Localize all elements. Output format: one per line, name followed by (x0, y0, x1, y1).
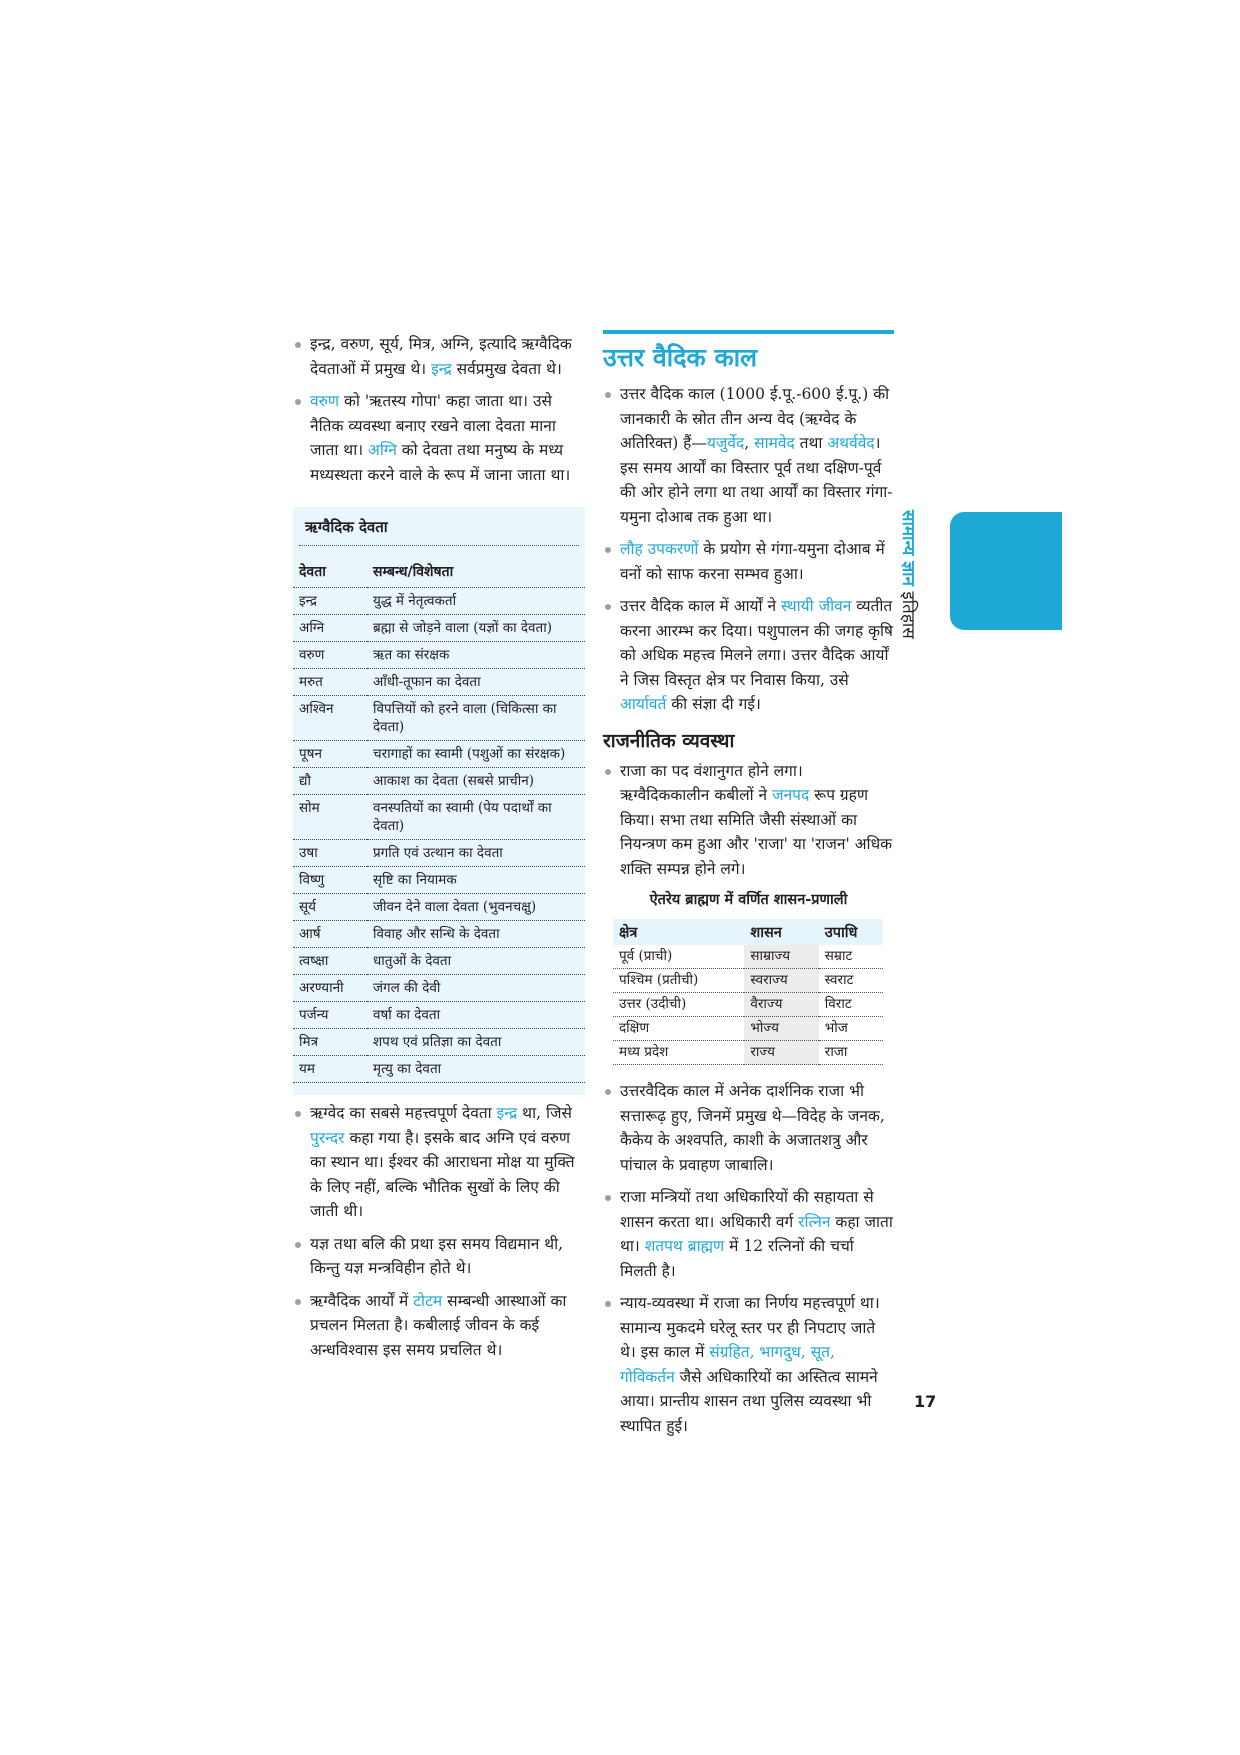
later-vedic-bullet-list (603, 382, 894, 717)
deity-attribute-cell: विपत्तियों को हरने वाला (चिकित्सा का देवता) (367, 696, 585, 741)
table-row (293, 840, 585, 867)
deity-attribute-cell: वनस्पतियों का स्वामी (पेय पदार्थों का देवता) (367, 795, 585, 840)
table-row (613, 1017, 883, 1041)
bullet-item (603, 1185, 894, 1283)
deity-name-cell: अश्विन (293, 696, 367, 741)
page-number: 17 (914, 1392, 937, 1411)
deity-name-cell: सूर्य (293, 894, 367, 921)
bullet-text: उत्तर वैदिक काल (1000 ई.पू.-600 ई.पू.) की जानकारी के स्रोत तीन अन्य वेद (ऋग्वेद के अतिरिक्त) हैं— (620, 385, 890, 452)
bullet-text: तथा (794, 434, 828, 452)
table-row (293, 669, 585, 696)
bullet-text: में 12 रत्निनों की चर्चा मिलती है। (620, 1237, 854, 1280)
deity-attribute-cell: विवाह और सन्धि के देवता (367, 921, 585, 948)
deity-attribute-cell: आकाश का देवता (सबसे प्राचीन) (367, 768, 585, 795)
bullet-text: कहा गया है। इसके बाद अग्नि एवं वरुण का स्थान था। ईश्वर की आराधना मोक्ष या मुक्ति के लिए नहीं, बल्कि भौतिक सुखों के लिए की जाती थी। (310, 1128, 575, 1220)
gov-region-cell: पूर्व (प्राची) (613, 945, 744, 969)
table-row (613, 993, 883, 1017)
deity-header-attribute: सम्बन्ध/विशेषता (367, 558, 585, 588)
deity-name-cell: पर्जन्य (293, 1002, 367, 1029)
table-row (293, 1029, 585, 1056)
table-row (293, 696, 585, 741)
deity-attribute-cell: शपथ एवं प्रतिज्ञा का देवता (367, 1029, 585, 1056)
deity-name-cell: पूषन (293, 741, 367, 768)
bullet-item (603, 1291, 894, 1438)
bullet-text: राजा मन्त्रियों तथा अधिकारियों की सहायता से शासन करता था। अधिकारी वर्ग (620, 1188, 874, 1231)
deity-name-cell: त्वष्क्षा (293, 948, 367, 975)
deity-attribute-cell: आँधी-तूफान का देवता (367, 669, 585, 696)
deity-name-cell: आर्ष (293, 921, 367, 948)
highlighted-term: रत्निन (798, 1212, 831, 1231)
deity-name-cell: वरुण (293, 642, 367, 669)
highlighted-term: आर्यावर्त (620, 695, 667, 713)
bullet-text: जैसे अधिकारियों का अस्तित्व सामने आया। प्रान्तीय शासन तथा पुलिस व्यवस्था भी स्थापित हुई। (620, 1367, 878, 1435)
table-row (293, 867, 585, 894)
gov-title-cell: विराट (819, 993, 883, 1017)
deity-name-cell: मरुत (293, 669, 367, 696)
deity-name-cell: उषा (293, 840, 367, 867)
bullet-text: उत्तरवैदिक काल में अनेक दार्शनिक राजा भी सत्तारूढ़ हुए, जिनमें प्रमुख थे—विदेह के जनक, कैकेय के अश्वपति, काशी के अजातशत्रु और पांचाल के प्रवाहण जाबालि। (620, 1082, 885, 1174)
gov-rule-cell: भोज्य (744, 1017, 818, 1041)
governance-table-block (603, 889, 894, 1065)
deity-name-cell: विष्णु (293, 867, 367, 894)
deity-attribute-cell: धातुओं के देवता (367, 948, 585, 975)
highlighted-term: शतपथ ब्राह्मण (644, 1237, 725, 1255)
table-row (293, 768, 585, 795)
deity-attribute-cell: ब्रह्मा से जोड़ने वाला (यज्ञों का देवता) (367, 615, 585, 642)
bullet-text: । इस समय आर्यों का विस्तार पूर्व तथा दक्षिण-पूर्व की ओर होने लगा था तथा आर्यों का विस्तार गंगा-यमुना दोआब तक हुआ था। (620, 434, 893, 526)
bullet-text: की संज्ञा दी गई। (666, 695, 761, 713)
gov-region-cell: दक्षिण (613, 1017, 744, 1041)
deity-header-name: देवता (293, 558, 367, 588)
deity-name-cell: मित्र (293, 1029, 367, 1056)
bullet-text: ऋग्वैदिक आर्यों में (310, 1291, 414, 1310)
highlighted-term: इन्द्र (496, 1104, 518, 1122)
highlighted-term: वरुण (310, 392, 340, 410)
deity-name-cell: अरण्यानी (293, 975, 367, 1002)
governance-table-caption: ऐतरेय ब्राह्मण में वर्णित शासन-प्रणाली (649, 891, 848, 908)
highlighted-term: सामवेद (754, 434, 795, 452)
deity-attribute-cell: वर्षा का देवता (367, 1002, 585, 1029)
left-column (293, 332, 585, 1370)
table-row (293, 975, 585, 1002)
table-row (293, 795, 585, 840)
deity-table (293, 558, 585, 1083)
highlighted-term: संग्रहित, भागदुध, सूत, गोविकर्तन (620, 1343, 835, 1386)
bullet-text: उत्तर वैदिक काल में आर्यों ने (620, 597, 782, 615)
deity-name-cell: अग्नि (293, 615, 367, 642)
bullet-text: राजा का पद वंशानुगत होने लगा। ऋग्वैदिककालीन कबीलों ने (620, 761, 803, 804)
chapter-tab-marker (950, 512, 1062, 630)
side-subject-label (897, 510, 927, 638)
gov-region-cell: उत्तर (उदीची) (613, 993, 744, 1017)
deity-box-title: ऋग्वैदिक देवता (299, 517, 579, 546)
deity-attribute-cell: ऋत का संरक्षक (367, 642, 585, 669)
section-title: उत्तर वैदिक काल (603, 343, 758, 372)
side-label-history: इतिहास (898, 591, 918, 639)
bullet-item (603, 1079, 894, 1177)
bullet-text: सम्बन्धी आस्थाओं का प्रचलन मिलता है। कबीलाई जीवन के कई अन्धविश्वास इस समय प्रचलित थे। (310, 1291, 567, 1359)
bullet-item (603, 537, 894, 586)
table-row (293, 615, 585, 642)
bullet-item (603, 594, 894, 717)
deity-attribute-cell: मृत्यु का देवता (367, 1056, 585, 1083)
bullet-text: को 'ऋतस्य गोपा' कहा जाता था। उसे नैतिक व्यवस्था बनाए रखने वाला देवता माना जाता था। (310, 392, 556, 459)
political-system-heading: राजनीतिक व्यवस्था (603, 729, 735, 752)
gov-title-cell: भोज (819, 1017, 883, 1041)
table-row (293, 642, 585, 669)
highlighted-term: पुरन्दर (310, 1128, 345, 1147)
highlighted-term: जनपद (772, 786, 810, 804)
deity-attribute-cell: जीवन देने वाला देवता (भुवनचक्षु) (367, 894, 585, 921)
deity-table-header (293, 558, 585, 588)
table-row (293, 1002, 585, 1029)
gov-header-rule: शासन (744, 919, 818, 945)
table-row (293, 1056, 585, 1083)
bullet-text: के प्रयोग से गंगा-यमुना दोआब में वनों को साफ करना सम्भव हुआ। (620, 540, 885, 583)
bullet-item (293, 1289, 585, 1363)
deity-attribute-cell: प्रगति एवं उत्थान का देवता (367, 840, 585, 867)
section-top-rule (603, 330, 894, 334)
highlighted-term: इन्द्र (431, 359, 452, 378)
highlighted-term: यजुर्वेद (706, 434, 745, 452)
intro-bullet-list (293, 332, 585, 487)
bullet-item (603, 759, 894, 882)
gov-title-cell: स्वराट (819, 969, 883, 993)
deity-attribute-cell: चरागाहों का स्वामी (पशुओं का संरक्षक) (367, 741, 585, 768)
deity-attribute-cell: सृष्टि का नियामक (367, 867, 585, 894)
highlighted-term: अग्नि (368, 441, 397, 459)
bullet-text: था, जिसे (517, 1104, 572, 1122)
bullet-item (293, 332, 585, 381)
highlighted-term: लौह उपकरणों (620, 540, 699, 558)
table-row (613, 945, 883, 969)
deity-name-cell: यम (293, 1056, 367, 1083)
bullet-item (293, 1101, 585, 1224)
table-row (613, 1041, 883, 1065)
gov-header-title: उपाधि (819, 919, 883, 945)
bullet-text: को देवता तथा मनुष्य के मध्य मध्यस्थता करने वाले के रूप में जाना जाता था। (310, 441, 571, 484)
deity-name-cell: द्यौ (293, 768, 367, 795)
bullet-text: न्याय-व्यवस्था में राजा का निर्णय महत्त्वपूर्ण था। सामान्य मुकदमे घरेलू स्तर पर ही निपटाए जाते थे। इस काल में (620, 1294, 880, 1361)
rigvedic-deity-box (293, 507, 585, 1095)
bullet-text: सर्वप्रमुख देवता थे। (451, 359, 562, 378)
administration-bullet-list (603, 1079, 894, 1438)
gov-region-cell: मध्य प्रदेश (613, 1041, 744, 1065)
highlighted-term: अथर्ववेद (827, 434, 875, 452)
highlighted-term: स्थायी जीवन (781, 597, 852, 615)
bullet-item (293, 1232, 585, 1281)
deity-notes-bullet-list (293, 1101, 585, 1362)
deity-name-cell: इन्द्र (293, 588, 367, 615)
highlighted-term: टोटम (413, 1291, 443, 1310)
deity-attribute-cell: जंगल की देवी (367, 975, 585, 1002)
table-row (293, 948, 585, 975)
deity-name-cell: सोम (293, 795, 367, 840)
bullet-text: यज्ञ तथा बलि की प्रथा इस समय विद्यमान थी, किन्तु यज्ञ मन्त्रविहीन होते थे। (310, 1234, 564, 1277)
bullet-text: कहा जाता था। (620, 1212, 893, 1255)
bullet-text: , (744, 434, 755, 452)
table-row (293, 588, 585, 615)
table-row (293, 741, 585, 768)
right-column (603, 330, 894, 1446)
gov-title-cell: राजा (819, 1041, 883, 1065)
bullet-text: इन्द्र, वरुण, सूर्य, मित्र, अग्नि, इत्यादि ऋग्वैदिक देवताओं में प्रमुख थे। (310, 335, 572, 378)
political-bullet-list (603, 759, 894, 882)
gov-rule-cell: स्वराज्य (744, 969, 818, 993)
bullet-text: ऋग्वेद का सबसे महत्त्वपूर्ण देवता (310, 1104, 497, 1122)
table-row (293, 894, 585, 921)
gov-rule-cell: राज्य (744, 1041, 818, 1065)
gov-rule-cell: वैराज्य (744, 993, 818, 1017)
gov-rule-cell: साम्राज्य (744, 945, 818, 969)
gov-header-region: क्षेत्र (613, 919, 744, 945)
gov-title-cell: सम्राट (819, 945, 883, 969)
bullet-text: रूप ग्रहण किया। सभा तथा समिति जैसी संस्थाओं का नियन्त्रण कम हुआ और 'राजा' या 'राजन' अधिक शक्ति सम्पन्न होने लगे। (620, 786, 893, 878)
gov-region-cell: पश्चिम (प्रतीची) (613, 969, 744, 993)
bullet-text: व्यतीत करना आरम्भ कर दिया। पशुपालन की जगह कृषि को अधिक महत्त्व मिलने लगा। उत्तर वैदिक आर्यों ने जिस विस्तृत क्षेत्र पर निवास किया, उसे (620, 597, 893, 689)
table-row (613, 969, 883, 993)
governance-table-header (613, 919, 883, 945)
deity-attribute-cell: युद्ध में नेतृत्वकर्ता (367, 588, 585, 615)
side-label-general-knowledge: सामान्य ज्ञान (898, 510, 918, 586)
bullet-item (603, 382, 894, 529)
governance-table (613, 919, 883, 1065)
bullet-item (293, 389, 585, 487)
table-row (293, 921, 585, 948)
